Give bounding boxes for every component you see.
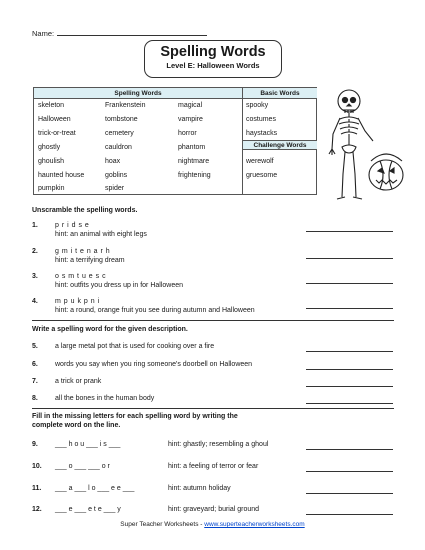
basic-word-cell: spooky [246, 102, 269, 109]
question-text: a large metal pot that is used for cooking over a fire [55, 343, 215, 350]
question-number: 2. [32, 248, 38, 255]
word-cell: haunted house [38, 172, 85, 179]
question-number: 12. [32, 506, 42, 513]
name-line[interactable] [57, 30, 207, 36]
question-hint: hint: graveyard; burial ground [168, 506, 260, 513]
question-hint: hint: a terrifying dream [55, 257, 125, 264]
word-cell: Frankenstein [105, 102, 146, 109]
footer-link[interactable]: www.superteacherworksheets.com [204, 521, 305, 528]
answer-line[interactable] [306, 514, 393, 515]
footer-text: Super Teacher Worksheets - [120, 521, 205, 528]
section-fill-in-heading: Fill in the missing letters for each spelling word by writing the [32, 413, 238, 420]
section-divider [32, 320, 394, 321]
answer-line[interactable] [306, 351, 393, 352]
word-cell: nightmare [178, 158, 210, 165]
question-hint: hint: a feeling of terror or fear [168, 463, 259, 470]
question-hint: hint: outfits you dress up in for Halloween [55, 282, 184, 289]
word-cell: cemetery [105, 130, 134, 137]
question-text: all the bones in the human body [55, 395, 155, 402]
section-fill-in-heading-line2: complete word on the line. [32, 422, 121, 429]
challenge-word-cell: werewolf [246, 158, 274, 165]
word-cell: horror [178, 130, 197, 137]
word-cell: skeleton [38, 102, 65, 109]
answer-line[interactable] [306, 471, 393, 472]
word-cell: ghoulish [38, 158, 65, 165]
answer-line[interactable] [306, 449, 393, 450]
question-number: 6. [32, 361, 38, 368]
answer-line[interactable] [306, 369, 393, 370]
answer-line[interactable] [306, 283, 393, 284]
challenge-words-header: Challenge Words [242, 140, 317, 150]
word-cell: goblins [105, 172, 128, 179]
answer-line[interactable] [306, 403, 393, 404]
question-hint: hint: an animal with eight legs [55, 231, 147, 238]
letter-pattern: ___ h o u ___ i s ___ [55, 441, 121, 448]
question-number: 10. [32, 463, 42, 470]
question-number: 11. [32, 485, 42, 492]
challenge-word-cell: gruesome [246, 172, 278, 179]
word-cell: spider [105, 185, 125, 192]
spelling-words-header: Spelling Words [34, 88, 242, 99]
word-cell: magical [178, 102, 203, 109]
section-divider [32, 408, 394, 409]
question-text: a trick or prank [55, 378, 102, 385]
letter-pattern: ___ a ___ l o ___ e e ___ [55, 485, 135, 492]
answer-line[interactable] [306, 258, 393, 259]
basic-words-header: Basic Words [242, 88, 317, 99]
question-number: 3. [32, 273, 38, 280]
page-subtitle: Level E: Halloween Words [166, 61, 260, 70]
basic-word-cell: haystacks [246, 130, 278, 137]
question-hint: hint: a round, orange fruit you see during autumn and Halloween [55, 307, 255, 314]
title-box [144, 40, 282, 78]
scrambled-word: g m i t e n a r h [55, 248, 111, 255]
word-cell: pumpkin [38, 185, 65, 192]
question-number: 1. [32, 222, 38, 229]
word-cell: ghostly [38, 144, 61, 151]
word-cell: vampire [178, 116, 203, 123]
answer-line[interactable] [306, 308, 393, 309]
question-number: 5. [32, 343, 38, 350]
word-table [33, 87, 317, 195]
letter-pattern: ___ e ___ e t e ___ y [55, 506, 121, 513]
answer-line[interactable] [306, 386, 393, 387]
scrambled-word: o s m t u e s c [55, 273, 107, 280]
question-number: 7. [32, 378, 38, 385]
question-number: 8. [32, 395, 38, 402]
basic-word-cell: costumes [246, 116, 276, 123]
page-title: Spelling Words [160, 44, 266, 60]
question-hint: hint: autumn holiday [168, 485, 231, 492]
answer-line[interactable] [306, 231, 393, 232]
question-number: 4. [32, 298, 38, 305]
section-unscramble-heading: Unscramble the spelling words. [32, 207, 138, 214]
skeleton-pumpkin-illustration [318, 89, 418, 209]
name-label: Name: [32, 29, 55, 38]
word-cell: hoax [105, 158, 121, 165]
answer-line[interactable] [306, 493, 393, 494]
scrambled-word: p r i d s e [55, 222, 90, 229]
question-number: 9. [32, 441, 38, 448]
question-hint: hint: ghastly; resembling a ghoul [168, 441, 269, 448]
name-row [32, 29, 207, 38]
section-description-heading: Write a spelling word for the given description. [32, 326, 188, 333]
scrambled-word: m p u k p n i [55, 298, 100, 305]
footer [0, 521, 425, 528]
question-text: words you say when you ring someone's doorbell on Halloween [55, 361, 253, 368]
letter-pattern: ___ o ___ ___ o r [55, 463, 110, 470]
word-cell: tombstone [105, 116, 138, 123]
word-cell: Halloween [38, 116, 71, 123]
word-cell: cauldron [105, 144, 132, 151]
word-cell: trick-or-treat [38, 130, 76, 137]
word-cell: phantom [178, 144, 206, 151]
word-cell: frightening [178, 172, 211, 179]
